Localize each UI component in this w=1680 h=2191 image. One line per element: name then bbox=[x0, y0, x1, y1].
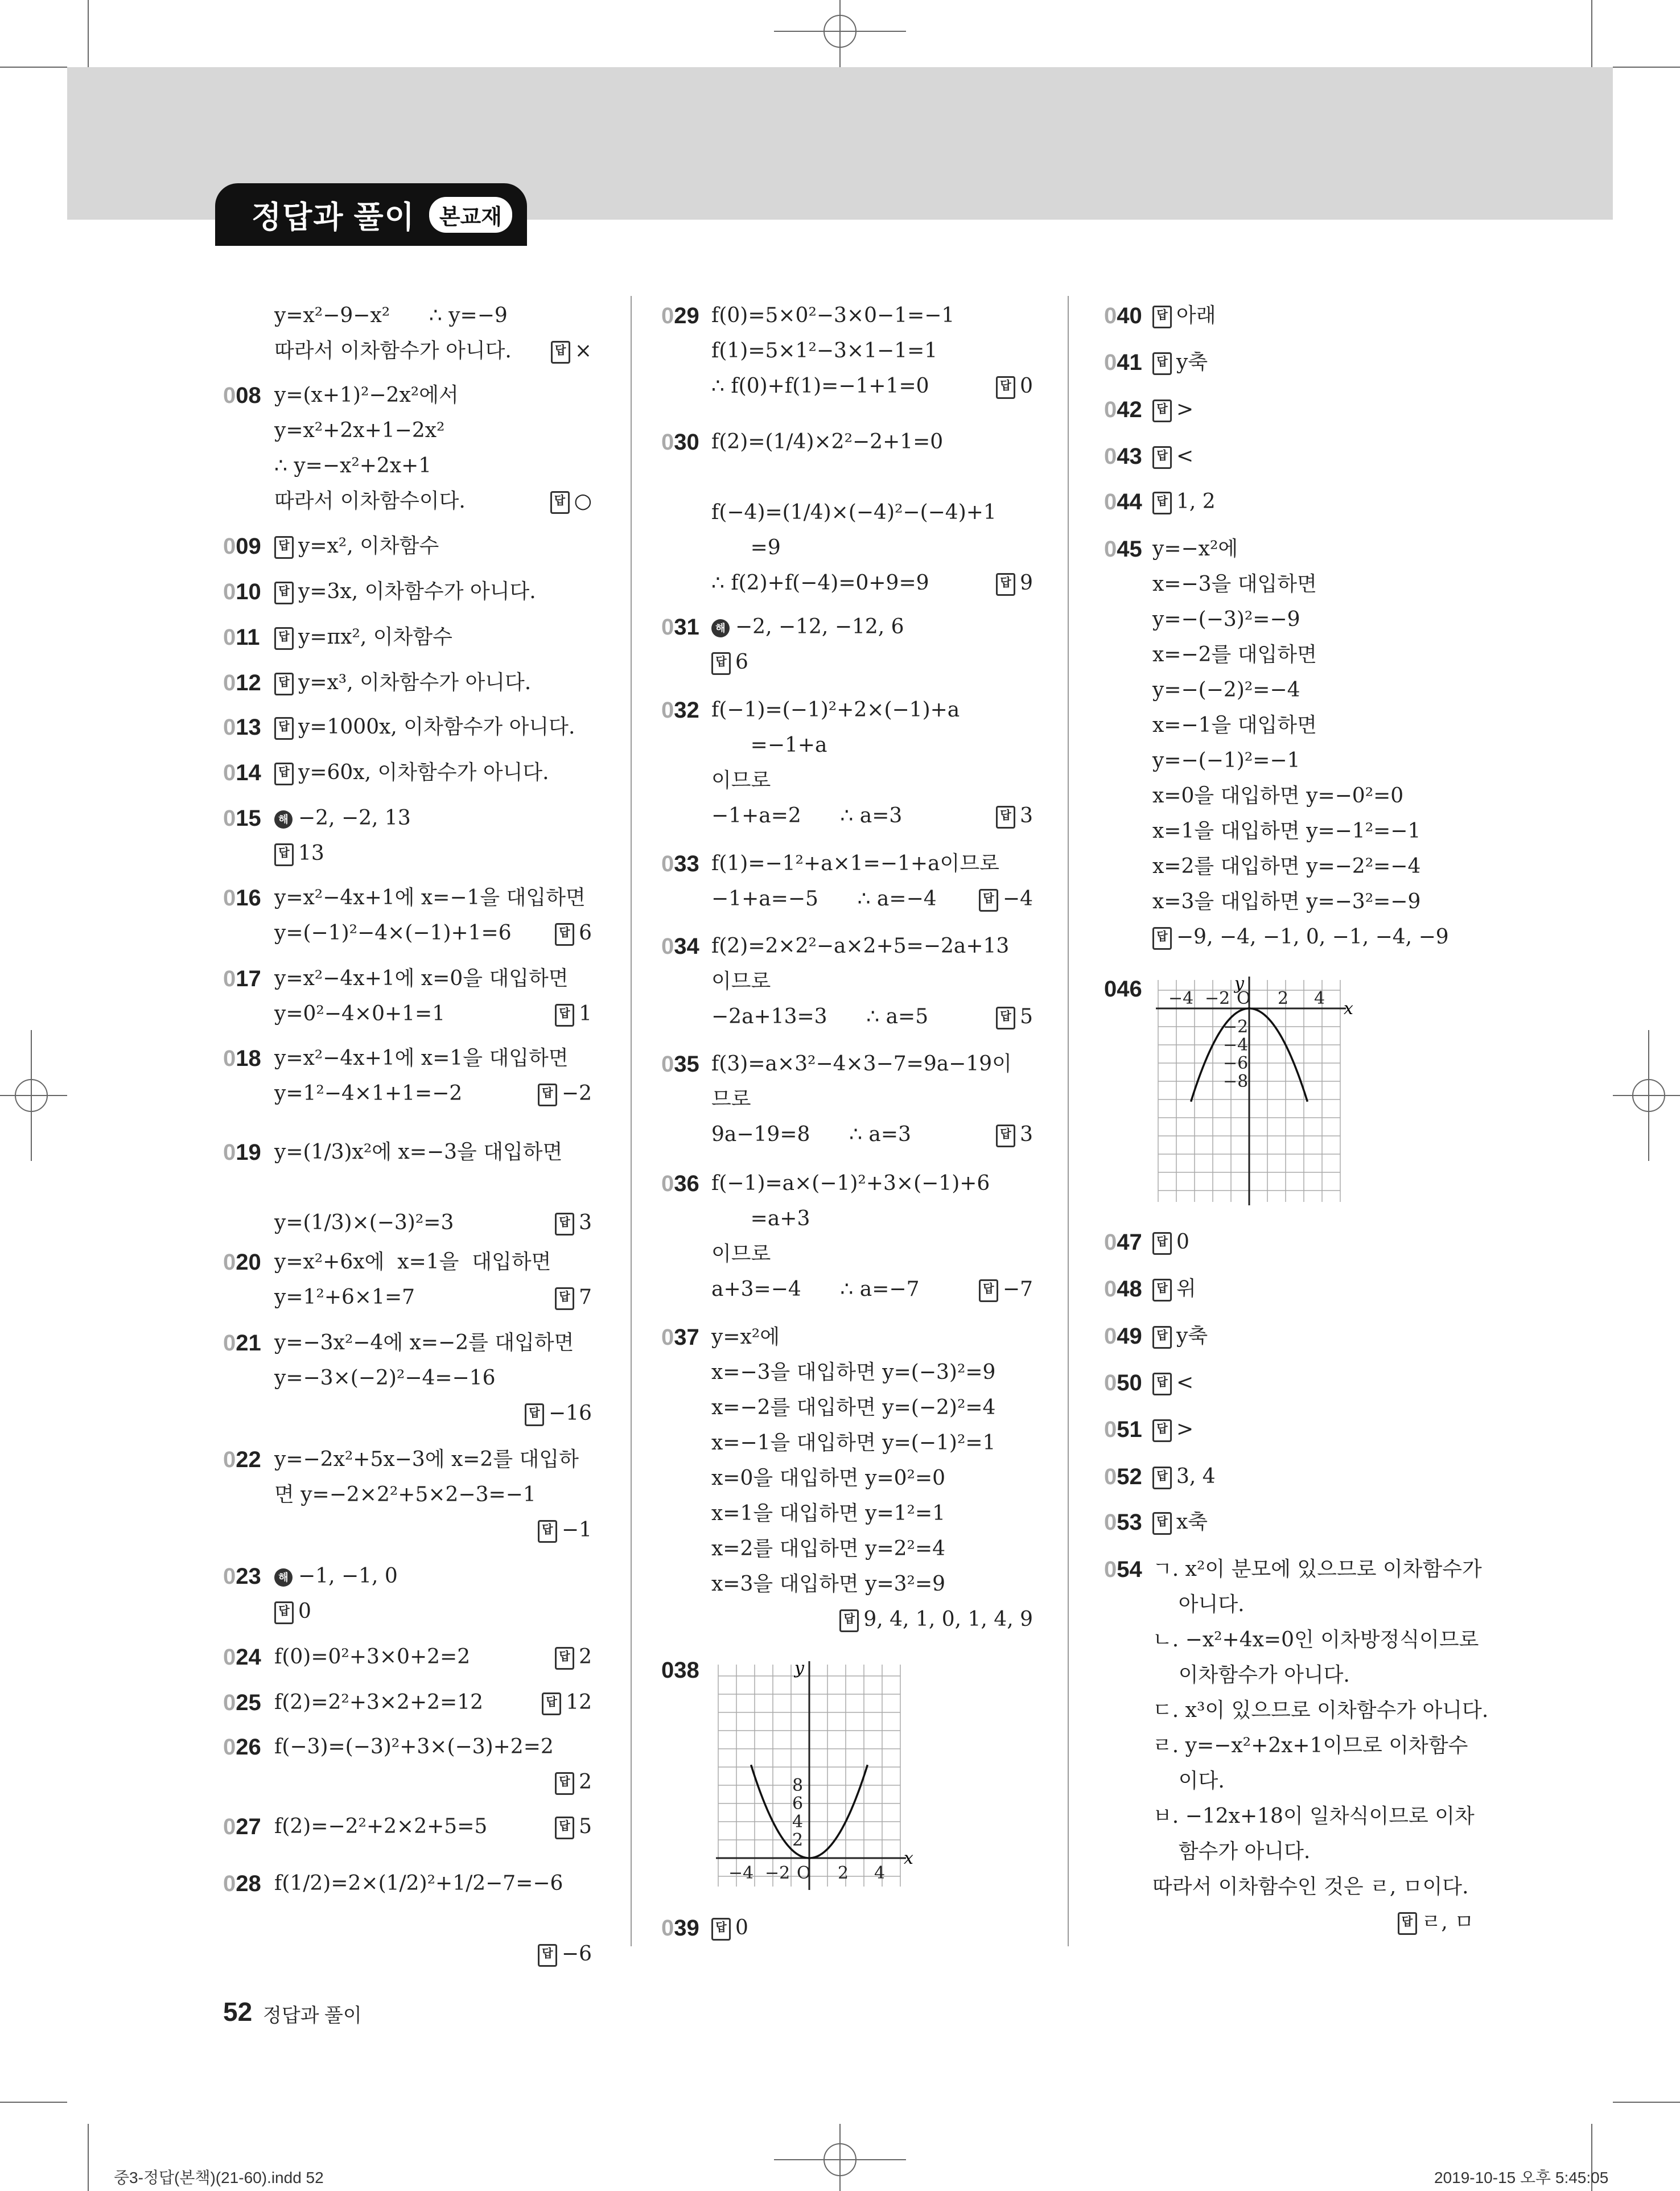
answer-icon: 답 bbox=[1152, 400, 1172, 422]
x-tick-label: O bbox=[1237, 989, 1251, 1008]
solution-line: y=1²+6×1=7 bbox=[274, 1286, 415, 1309]
problem-number-038: 038 bbox=[661, 1658, 699, 1683]
solution-line: 답 13 bbox=[274, 842, 324, 866]
y-tick-label: −4 bbox=[1223, 1035, 1249, 1055]
solution-line: f(2)=−2²+2×2+5=5 bbox=[274, 1815, 488, 1838]
answer-icon: 답 bbox=[555, 1647, 574, 1670]
solution-line: 답 y=60x, 이차함수가 아니다. bbox=[274, 761, 549, 785]
problem-number: 029 bbox=[661, 303, 699, 328]
problem-number: 031 bbox=[661, 615, 699, 640]
y-axis-label: y bbox=[794, 1658, 804, 1678]
solution-line: 면 y=−2×2²+5×2−3=−1 bbox=[274, 1483, 536, 1506]
solution-line: f(0)=0²+3×0+2=2 bbox=[274, 1645, 471, 1669]
problem-number: 044 bbox=[1104, 489, 1142, 514]
problem-number: 036 bbox=[661, 1171, 699, 1196]
problem-number: 013 bbox=[223, 715, 261, 740]
x-axis-label: x bbox=[904, 1848, 913, 1868]
x-axis-label: x bbox=[1344, 999, 1353, 1019]
solution-line: =9 bbox=[711, 536, 781, 559]
column-divider-2 bbox=[1068, 296, 1069, 1946]
solution-line: y=x²−4x+1에 x=−1을 대입하면 bbox=[274, 886, 586, 909]
answer-icon: 답 bbox=[996, 1007, 1015, 1029]
answer: 답 −1 bbox=[538, 1519, 592, 1543]
y-tick-label: 2 bbox=[792, 1830, 804, 1850]
answer-icon: 답 bbox=[839, 1609, 859, 1632]
answer: 답 2 bbox=[555, 1646, 592, 1670]
answer: 답 7 bbox=[555, 1286, 592, 1310]
solution-line: f(−1)=a×(−1)²+3×(−1)+6 bbox=[711, 1172, 990, 1195]
solution-line: f(2)=2×2²−a×2+5=−2a+13 bbox=[711, 934, 1010, 958]
problem-number: 048 bbox=[1104, 1276, 1142, 1302]
solution-line: −1+a=2 ∴ a=3 bbox=[711, 804, 903, 827]
problem-number: 010 bbox=[223, 579, 261, 604]
solution-line: f(0)=5×0²−3×0−1=−1 bbox=[711, 304, 955, 327]
solution-line: 답 y=3x, 이차함수가 아니다. bbox=[274, 580, 536, 604]
problem-number: 015 bbox=[223, 806, 261, 831]
answer-icon: 답 bbox=[525, 1403, 544, 1426]
answer: 답 12 bbox=[542, 1691, 592, 1715]
solution-line: x=0을 대입하면 y=−0²=0 bbox=[1152, 784, 1404, 808]
solution-line: y=−3×(−2)²−4=−16 bbox=[274, 1366, 496, 1390]
answer-icon: 답 bbox=[555, 1213, 574, 1235]
solution-line: x=−2를 대입하면 y=(−2)²=4 bbox=[711, 1396, 996, 1419]
answer: 답 5 bbox=[996, 1006, 1033, 1029]
problem-number: 045 bbox=[1104, 537, 1142, 562]
solution-line: f(1)=−1²+a×1=−1+a이므로 bbox=[711, 852, 999, 875]
solution-line: 이므로 bbox=[711, 1242, 771, 1266]
solution-line: 함수가 아니다. bbox=[1152, 1840, 1311, 1863]
answer-icon: 답 bbox=[1152, 492, 1172, 514]
solution-line: ㄹ. y=−x²+2x+1이므로 이차함수 bbox=[1152, 1734, 1468, 1757]
solution-line: 따라서 이차함수가 아니다. bbox=[274, 339, 512, 363]
solution-line: y=(1/3)×(−3)²=3 bbox=[274, 1211, 454, 1234]
problem-number: 024 bbox=[223, 1645, 261, 1670]
problem-number: 035 bbox=[661, 1052, 699, 1077]
answer-icon: 답 bbox=[979, 889, 998, 912]
solution-line: 답 < bbox=[1152, 445, 1193, 469]
solution-line: y=0²−4×0+1=1 bbox=[274, 1002, 446, 1026]
answer-icon: 답 bbox=[1152, 446, 1172, 469]
solution-line: 답 < bbox=[1152, 1372, 1193, 1395]
answer: 답 1 bbox=[555, 1003, 592, 1027]
problem-number: 041 bbox=[1104, 350, 1142, 375]
answer-icon: 답 bbox=[1398, 1912, 1417, 1935]
problem-number: 008 bbox=[223, 383, 261, 408]
answer: 답 ㄹ, ㅁ bbox=[1398, 1911, 1474, 1935]
answer-icon: 답 bbox=[274, 1601, 294, 1624]
solution-line: f(1)=5×1²−3×1−1=1 bbox=[711, 339, 938, 363]
solution-line: 답 0 bbox=[711, 1917, 748, 1941]
solution-line: f(3)=a×3²−4×3−7=9a−19이 bbox=[711, 1052, 1012, 1076]
answer-icon: 답 bbox=[555, 1817, 574, 1839]
solution-line: ∴ y=−x²+2x+1 bbox=[274, 454, 432, 477]
solution-line: x=3을 대입하면 y=−3²=−9 bbox=[1152, 890, 1421, 913]
solution-line: 답 y=1000x, 이차함수가 아니다. bbox=[274, 716, 575, 740]
problem-number: 025 bbox=[223, 1690, 261, 1715]
solution-line: y=(1/3)x²에 x=−3을 대입하면 bbox=[274, 1140, 563, 1164]
answer: 답 0 bbox=[996, 375, 1033, 399]
solution-icon: 해 bbox=[274, 810, 293, 829]
solution-line: x=1을 대입하면 y=1²=1 bbox=[711, 1502, 946, 1525]
solution-line: y=−(−1)²=−1 bbox=[1152, 749, 1300, 772]
problem-number: 051 bbox=[1104, 1417, 1142, 1442]
y-tick-label: −6 bbox=[1223, 1053, 1249, 1073]
answer-icon: 답 bbox=[538, 1520, 557, 1543]
problem-number: 021 bbox=[223, 1331, 261, 1356]
solution-line: f(2)=(1/4)×2²−2+1=0 bbox=[711, 430, 944, 454]
solution-line: y=−(−3)²=−9 bbox=[1152, 608, 1300, 631]
answer-icon: 답 bbox=[274, 582, 294, 604]
answer: 답 6 bbox=[555, 922, 592, 946]
problem-number: 047 bbox=[1104, 1230, 1142, 1255]
answer-icon: 답 bbox=[711, 652, 731, 675]
solution-line: ㄴ. −x²+4x=0인 이차방정식이므로 bbox=[1152, 1628, 1479, 1652]
x-tick-label: 2 bbox=[838, 1863, 849, 1883]
problem-number: 016 bbox=[223, 886, 261, 911]
problem-number: 037 bbox=[661, 1325, 699, 1350]
problem-number: 020 bbox=[223, 1250, 261, 1275]
problem-number: 052 bbox=[1104, 1464, 1142, 1489]
solution-line: x=−1을 대입하면 y=(−1)²=1 bbox=[711, 1431, 996, 1455]
solution-line: 답 6 bbox=[711, 651, 748, 675]
answer-icon: 답 bbox=[555, 923, 574, 946]
solution-line: y=−2x²+5x−3에 x=2를 대입하 bbox=[274, 1448, 579, 1471]
solution-line: x=1을 대입하면 y=−1²=−1 bbox=[1152, 819, 1421, 843]
answer-icon: 답 bbox=[996, 573, 1015, 596]
problem-number: 023 bbox=[223, 1564, 261, 1589]
graph-046 bbox=[1155, 974, 1354, 1208]
solution-line: 답 > bbox=[1152, 398, 1193, 422]
solution-line: y=x²에 bbox=[711, 1325, 780, 1349]
answer: 답 9, 4, 1, 0, 1, 4, 9 bbox=[839, 1608, 1033, 1632]
solution-line: x=−3을 대입하면 y=(−3)²=9 bbox=[711, 1361, 996, 1384]
solution-line: y=1²−4×1+1=−2 bbox=[274, 1082, 463, 1105]
problem-number: 012 bbox=[223, 670, 261, 695]
answer-icon: 답 bbox=[1152, 1467, 1172, 1489]
problem-number: 027 bbox=[223, 1814, 261, 1839]
answer: 답 −7 bbox=[979, 1278, 1033, 1302]
problem-number: 028 bbox=[223, 1871, 261, 1896]
answer-icon: 답 bbox=[1152, 306, 1172, 328]
solution-line: x=2를 대입하면 y=−2²=−4 bbox=[1152, 855, 1421, 878]
solution-line: 답 y=x³, 이차함수가 아니다. bbox=[274, 672, 531, 695]
page-number: 52 bbox=[223, 1997, 253, 2027]
solution-line: f(2)=2²+3×2+2=12 bbox=[274, 1691, 483, 1714]
answer-icon: 답 bbox=[1152, 927, 1172, 950]
solution-line: y=x²+2x+1−2x² bbox=[274, 419, 445, 442]
solution-line: y=(−1)²−4×(−1)+1=6 bbox=[274, 921, 512, 945]
problem-number: 049 bbox=[1104, 1324, 1142, 1349]
x-tick-label: −2 bbox=[765, 1863, 790, 1883]
solution-line: 답 1, 2 bbox=[1152, 491, 1216, 514]
answer-icon: 답 bbox=[555, 1772, 574, 1795]
answer-icon: 답 bbox=[542, 1692, 561, 1715]
answer-icon: 답 bbox=[550, 491, 570, 514]
problem-number: 050 bbox=[1104, 1370, 1142, 1395]
answer: 답 5 bbox=[555, 1815, 592, 1839]
solution-line: 이므로 bbox=[711, 970, 771, 993]
answer-icon: 답 bbox=[274, 673, 294, 695]
problem-number: 043 bbox=[1104, 444, 1142, 469]
solution-line: 답 0 bbox=[274, 1600, 311, 1624]
section-tab bbox=[215, 183, 527, 246]
x-tick-label: O bbox=[797, 1863, 811, 1883]
solution-line: 해 −1, −1, 0 bbox=[274, 1565, 398, 1588]
solution-line: 답 y축 bbox=[1152, 1325, 1208, 1349]
y-tick-label: 8 bbox=[792, 1776, 804, 1795]
solution-line: 답 y=πx², 이차함수 bbox=[274, 626, 452, 650]
solution-line: y=x²−9−x² ∴ y=−9 bbox=[274, 304, 508, 327]
section-title: 정답과 풀이 bbox=[252, 200, 415, 234]
solution-line: −1+a=−5 ∴ a=−4 bbox=[711, 887, 937, 911]
problem-number: 022 bbox=[223, 1447, 261, 1472]
answer-icon: 답 bbox=[555, 1287, 574, 1310]
solution-line: 이므로 bbox=[711, 769, 771, 792]
solution-line: 답 y축 bbox=[1152, 351, 1208, 375]
answer: 답 9 bbox=[996, 572, 1033, 596]
solution-line: 답 −9, −4, −1, 0, −1, −4, −9 bbox=[1152, 926, 1449, 950]
answer-icon: 답 bbox=[274, 627, 294, 650]
section-badge: 본교재 bbox=[429, 197, 512, 233]
problem-number: 034 bbox=[661, 934, 699, 959]
y-tick-label: −8 bbox=[1223, 1072, 1249, 1092]
answer-icon: 답 bbox=[555, 1004, 574, 1027]
solution-line: 아니다. bbox=[1152, 1593, 1245, 1616]
problem-number: 032 bbox=[661, 698, 699, 723]
solution-line: y=−3x²−4에 x=−2를 대입하면 bbox=[274, 1331, 574, 1354]
solution-line: ∴ f(2)+f(−4)=0+9=9 bbox=[711, 571, 929, 595]
solution-icon: 해 bbox=[274, 1568, 293, 1587]
solution-line: 답 > bbox=[1152, 1418, 1193, 1442]
answer: 답 3 bbox=[996, 1123, 1033, 1147]
answer: 답 −6 bbox=[538, 1943, 592, 1967]
problem-number: 054 bbox=[1104, 1557, 1142, 1582]
answer-icon: 답 bbox=[979, 1279, 998, 1302]
problem-number-046: 046 bbox=[1104, 977, 1142, 1002]
x-tick-label: −4 bbox=[728, 1863, 754, 1883]
answer: 답 × bbox=[551, 340, 592, 364]
solution-line: x=−2를 대입하면 bbox=[1152, 643, 1317, 666]
problem-number: 042 bbox=[1104, 397, 1142, 422]
answer-icon: 답 bbox=[1152, 1326, 1172, 1349]
page-label: 정답과 풀이 bbox=[263, 2005, 362, 2027]
problem-number: 030 bbox=[661, 430, 699, 455]
solution-line: x=−3을 대입하면 bbox=[1152, 573, 1317, 596]
solution-line: 답 x축 bbox=[1152, 1511, 1208, 1535]
solution-line: f(−3)=(−3)²+3×(−3)+2=2 bbox=[274, 1735, 554, 1758]
problem-number: 033 bbox=[661, 851, 699, 876]
answer: 답 3 bbox=[996, 805, 1033, 829]
y-tick-label: 4 bbox=[792, 1812, 804, 1832]
answer-icon: 답 bbox=[1152, 1419, 1172, 1442]
answer: 답 −2 bbox=[538, 1082, 592, 1106]
solution-line: 이차함수가 아니다. bbox=[1152, 1663, 1350, 1687]
solution-line: y=−x²에 bbox=[1152, 537, 1238, 561]
solution-line: =a+3 bbox=[711, 1207, 810, 1230]
solution-line: 답 위 bbox=[1152, 1278, 1196, 1302]
answer: 답 −16 bbox=[525, 1402, 592, 1426]
answer-icon: 답 bbox=[1152, 1279, 1172, 1302]
solution-line: 따라서 이차함수이다. bbox=[274, 489, 466, 513]
print-file-info: 중3-정답(본책)(21-60).indd 52 bbox=[114, 2169, 324, 2186]
solution-line: a+3=−4 ∴ a=−7 bbox=[711, 1278, 920, 1301]
solution-line: y=−(−2)²=−4 bbox=[1152, 678, 1300, 702]
print-timestamp: 2019-10-15 오후 5:45:05 bbox=[1434, 2169, 1609, 2186]
y-tick-label: 6 bbox=[792, 1794, 804, 1814]
solution-line: x=0을 대입하면 y=0²=0 bbox=[711, 1467, 946, 1490]
answer-icon: 답 bbox=[274, 536, 294, 559]
answer-icon: 답 bbox=[1152, 1373, 1172, 1395]
solution-line: y=x²+6x에 x=1을 대입하면 bbox=[274, 1250, 551, 1274]
answer: 답 2 bbox=[555, 1771, 592, 1795]
problem-number: 014 bbox=[223, 760, 261, 785]
solution-line: y=x²−4x+1에 x=1을 대입하면 bbox=[274, 1047, 569, 1070]
y-tick-label: −2 bbox=[1223, 1017, 1249, 1037]
solution-line: 해 −2, −2, 13 bbox=[274, 807, 411, 830]
solution-line: 이다. bbox=[1152, 1769, 1225, 1793]
solution-line: ∴ f(0)+f(1)=−1+1=0 bbox=[711, 374, 929, 398]
problem-number: 040 bbox=[1104, 303, 1142, 328]
solution-line: ㄱ. x²이 분모에 있으므로 이차함수가 bbox=[1152, 1558, 1482, 1581]
x-tick-label: 4 bbox=[874, 1863, 886, 1883]
answer-icon: 답 bbox=[551, 341, 570, 364]
solution-line: 답 y=x², 이차함수 bbox=[274, 535, 439, 559]
problem-number: 018 bbox=[223, 1046, 261, 1071]
solution-icon: 해 bbox=[711, 619, 730, 637]
solution-line: 므로 bbox=[711, 1088, 751, 1111]
solution-line: f(−4)=(1/4)×(−4)²−(−4)+1 bbox=[711, 501, 997, 524]
solution-line: f(−1)=(−1)²+2×(−1)+a bbox=[711, 698, 960, 722]
answer-icon: 답 bbox=[1152, 1512, 1172, 1535]
answer-icon: 답 bbox=[538, 1944, 557, 1967]
answer-icon: 답 bbox=[996, 1125, 1015, 1147]
problem-number: 009 bbox=[223, 534, 261, 559]
x-tick-label: 4 bbox=[1314, 989, 1325, 1008]
solution-line: x=−1을 대입하면 bbox=[1152, 714, 1317, 737]
problem-number: 019 bbox=[223, 1140, 261, 1165]
solution-line: y=(x+1)²−2x²에서 bbox=[274, 384, 459, 407]
x-tick-label: 2 bbox=[1278, 989, 1289, 1008]
answer-icon: 답 bbox=[711, 1918, 731, 1941]
solution-line: −2a+13=3 ∴ a=5 bbox=[711, 1005, 929, 1028]
answer-icon: 답 bbox=[1152, 1232, 1172, 1255]
answer-icon: 답 bbox=[274, 843, 294, 866]
solution-line: 답 0 bbox=[1152, 1231, 1189, 1255]
solution-line: ㅂ. −12x+18이 일차식이므로 이차 bbox=[1152, 1805, 1475, 1828]
answer-icon: 답 bbox=[538, 1084, 557, 1106]
solution-line: y=x²−4x+1에 x=0을 대입하면 bbox=[274, 967, 569, 990]
solution-line: x=3을 대입하면 y=3²=9 bbox=[711, 1572, 946, 1596]
solution-line: 따라서 이차함수인 것은 ㄹ, ㅁ이다. bbox=[1152, 1875, 1469, 1898]
answer-icon: 답 bbox=[1152, 352, 1172, 375]
answer: 답 ○ bbox=[550, 490, 592, 514]
answer-icon: 답 bbox=[996, 376, 1015, 399]
answer: 답 −4 bbox=[979, 888, 1033, 912]
x-tick-label: −4 bbox=[1168, 989, 1194, 1008]
y-axis-label: y bbox=[1234, 974, 1244, 994]
solution-line: =−1+a bbox=[711, 734, 827, 757]
problem-number: 039 bbox=[661, 1916, 699, 1941]
problem-number: 017 bbox=[223, 966, 261, 991]
answer-icon: 답 bbox=[996, 806, 1015, 829]
solution-line: 답 3, 4 bbox=[1152, 1465, 1216, 1489]
answer: 답 3 bbox=[555, 1212, 592, 1235]
problem-number: 053 bbox=[1104, 1510, 1142, 1535]
solution-line: ㄷ. x³이 있으므로 이차함수가 아니다. bbox=[1152, 1699, 1489, 1722]
column-divider-1 bbox=[631, 296, 632, 1946]
solution-line: x=2를 대입하면 y=2²=4 bbox=[711, 1537, 946, 1560]
problem-number: 026 bbox=[223, 1735, 261, 1760]
solution-line: f(1/2)=2×(1/2)²+1/2−7=−6 bbox=[274, 1872, 563, 1895]
solution-line: 9a−19=8 ∴ a=3 bbox=[711, 1123, 911, 1146]
x-tick-label: −2 bbox=[1205, 989, 1230, 1008]
solution-line: 답 아래 bbox=[1152, 304, 1216, 328]
answer-icon: 답 bbox=[274, 763, 294, 785]
problem-number: 011 bbox=[223, 625, 260, 650]
graph-038 bbox=[718, 1659, 912, 1892]
solution-line: 해 −2, −12, −12, 6 bbox=[711, 616, 904, 639]
answer-icon: 답 bbox=[274, 717, 294, 740]
